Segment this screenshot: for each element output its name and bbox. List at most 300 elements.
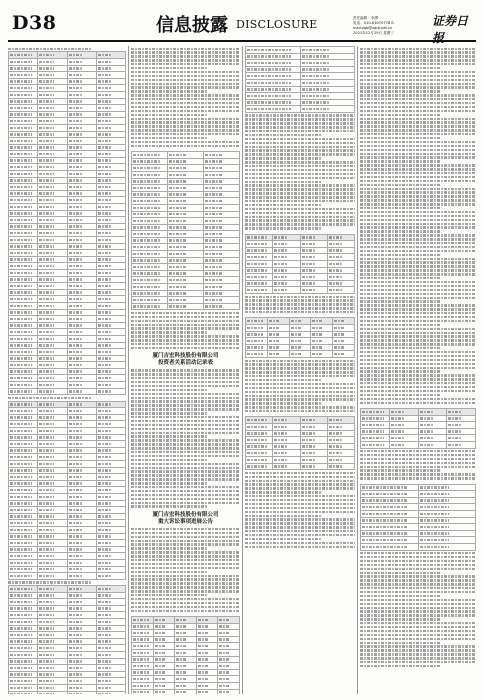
cell-text — [10, 278, 32, 280]
table-cell — [389, 422, 418, 429]
table-row — [246, 254, 355, 261]
cell-text — [10, 133, 32, 135]
table-cell — [67, 421, 96, 428]
cell-text — [274, 452, 287, 454]
cell-text — [39, 575, 53, 577]
text-line — [245, 153, 355, 155]
table-cell — [67, 329, 96, 336]
table-cell — [96, 65, 125, 72]
table-cell — [246, 254, 273, 261]
cell-text — [10, 258, 32, 260]
cell-text — [329, 243, 342, 245]
cell-text — [39, 463, 53, 465]
cell-text — [39, 667, 53, 669]
table-cell — [9, 276, 38, 283]
cell-text — [39, 390, 53, 392]
table-cell — [153, 623, 175, 630]
cell-text — [247, 95, 291, 97]
table-cell — [311, 351, 333, 358]
cell-text — [98, 575, 112, 577]
cell-text — [39, 529, 53, 531]
cell-text — [98, 660, 112, 662]
cell-text — [133, 174, 161, 176]
cell-text — [133, 625, 149, 627]
cell-text — [98, 542, 112, 544]
cell-text — [69, 640, 83, 642]
cell-text — [39, 291, 53, 293]
cell-text — [39, 687, 53, 689]
table-cell — [96, 454, 125, 461]
table-cell — [175, 656, 197, 663]
table-cell — [38, 164, 67, 171]
cell-text — [39, 206, 53, 208]
cell-text — [133, 652, 149, 654]
text-line — [360, 645, 476, 647]
notice-heading — [131, 512, 240, 526]
table-row — [361, 491, 476, 498]
text-line — [245, 391, 355, 393]
table-cell — [38, 204, 67, 211]
text-line — [360, 273, 476, 275]
cell-text — [10, 357, 32, 359]
cell-text — [155, 619, 165, 621]
table-row — [9, 184, 126, 191]
cell-text — [98, 153, 112, 155]
table-cell — [246, 280, 273, 287]
cell-text — [69, 146, 83, 148]
table-cell — [311, 318, 333, 325]
table-cell — [132, 623, 154, 630]
cell-text — [39, 562, 53, 564]
table-cell — [246, 73, 301, 80]
cell-text — [98, 285, 112, 287]
table-cell — [246, 437, 273, 444]
cell-text — [39, 693, 53, 694]
table-cell — [168, 303, 204, 310]
table-cell — [327, 417, 354, 424]
cell-text — [169, 187, 187, 189]
cell-text — [302, 82, 330, 84]
text-line — [360, 402, 476, 404]
cell-text — [98, 54, 112, 56]
text-line — [131, 602, 240, 604]
column-2 — [131, 46, 240, 694]
text-line — [360, 121, 476, 123]
cell-text — [10, 548, 32, 550]
cell-text — [69, 153, 83, 155]
text-line — [131, 586, 240, 588]
cell-text — [98, 621, 112, 623]
text-line — [245, 223, 355, 225]
text-line — [360, 90, 441, 92]
table-cell — [38, 461, 67, 468]
table-cell — [38, 684, 67, 691]
table-cell — [361, 408, 390, 415]
table-cell — [96, 566, 125, 573]
cell-text — [362, 430, 384, 432]
cell-text — [176, 685, 186, 687]
financial-table — [245, 317, 355, 358]
table-cell — [96, 684, 125, 691]
table-cell — [153, 636, 175, 643]
table-cell — [9, 599, 38, 606]
table-row — [9, 296, 126, 303]
table-cell — [246, 247, 273, 254]
table-cell — [96, 467, 125, 474]
table-cell — [9, 289, 38, 296]
cell-text — [10, 542, 32, 544]
table-cell — [67, 493, 96, 500]
text-line — [245, 495, 355, 497]
table-cell — [67, 190, 96, 197]
table-row — [9, 691, 126, 694]
cell-text — [329, 282, 342, 284]
table-row — [132, 284, 240, 291]
text-line — [131, 435, 207, 437]
cell-text — [10, 693, 32, 694]
table-row — [132, 290, 240, 297]
cell-text — [10, 489, 32, 491]
cell-text — [247, 439, 268, 441]
table-cell — [273, 254, 300, 261]
table-row — [246, 267, 355, 274]
table-cell — [67, 619, 96, 626]
cell-text — [219, 638, 229, 640]
cell-text — [39, 272, 53, 274]
text-line — [360, 649, 476, 651]
text-line — [360, 199, 476, 201]
table-cell — [175, 676, 197, 683]
cell-text — [98, 377, 112, 379]
cell-text — [155, 665, 165, 667]
cell-text — [219, 671, 229, 673]
cell-text — [39, 482, 53, 484]
text-line — [131, 606, 240, 608]
date-line: 2021年12月29日 星期三 — [353, 31, 394, 35]
cell-text — [39, 87, 53, 89]
text-line — [245, 371, 355, 373]
cell-text — [39, 258, 53, 260]
table-cell — [9, 526, 38, 533]
table-row — [132, 171, 240, 178]
financial-table — [8, 51, 126, 395]
column-divider — [128, 46, 129, 694]
cell-text — [10, 54, 32, 56]
cell-text — [133, 154, 161, 156]
text-line — [131, 75, 240, 77]
table-row — [246, 73, 355, 80]
table-row — [9, 474, 126, 481]
table-cell — [9, 302, 38, 309]
cell-text — [10, 364, 32, 366]
column-1 — [8, 46, 126, 694]
cell-text — [69, 502, 83, 504]
text-line — [131, 98, 240, 100]
table-cell — [273, 241, 300, 248]
cell-text — [39, 588, 53, 590]
text-line — [360, 665, 441, 667]
text-line — [245, 173, 355, 175]
text-line — [245, 219, 355, 221]
cell-text — [69, 351, 83, 353]
table-cell — [9, 507, 38, 514]
table-cell — [273, 261, 300, 268]
cell-text — [10, 687, 32, 689]
table-row — [9, 105, 126, 112]
text-line — [360, 575, 476, 577]
cell-text — [39, 305, 53, 307]
cell-text — [362, 526, 408, 528]
table-row — [9, 434, 126, 441]
table-cell — [246, 331, 268, 338]
cell-text — [133, 253, 161, 255]
table-cell — [300, 280, 327, 287]
table-row — [132, 152, 240, 159]
table-cell — [204, 204, 240, 211]
table-cell — [38, 157, 67, 164]
cell-text — [10, 94, 32, 96]
text-line — [131, 470, 240, 472]
cell-text — [39, 74, 53, 76]
table-cell — [273, 247, 300, 254]
table-cell — [9, 553, 38, 560]
cell-text — [205, 266, 223, 268]
cell-text — [247, 236, 268, 238]
table-row — [9, 375, 126, 382]
cell-text — [98, 403, 112, 405]
table-cell — [327, 261, 354, 268]
text-line — [360, 316, 476, 318]
table-row — [9, 586, 126, 593]
text-line — [360, 98, 476, 100]
text-line — [245, 165, 355, 167]
text-line — [131, 339, 240, 341]
cell-text — [98, 416, 112, 418]
table-cell — [168, 171, 204, 178]
table-cell — [67, 461, 96, 468]
text-line — [360, 129, 476, 131]
text-line — [131, 114, 207, 116]
table-cell — [67, 164, 96, 171]
cell-text — [39, 61, 53, 63]
cell-text — [39, 166, 53, 168]
cell-text — [155, 652, 165, 654]
table-cell — [153, 656, 175, 663]
cell-text — [133, 619, 149, 621]
cell-text — [98, 80, 112, 82]
table-row — [361, 530, 476, 537]
cell-text — [98, 159, 112, 161]
cell-text — [98, 225, 112, 227]
table-row — [132, 682, 240, 689]
cell-text — [169, 174, 187, 176]
cell-text — [69, 338, 83, 340]
table-cell — [9, 513, 38, 520]
table-cell — [96, 118, 125, 125]
cell-text — [10, 607, 32, 609]
table-cell — [96, 500, 125, 507]
cell-text — [98, 410, 112, 412]
table-cell — [67, 612, 96, 619]
cell-text — [205, 286, 223, 288]
text-line — [131, 51, 240, 53]
cell-text — [69, 298, 83, 300]
text-line — [360, 382, 476, 384]
cell-text — [39, 548, 53, 550]
table-cell — [289, 331, 311, 338]
cell-text — [329, 249, 342, 251]
table-cell — [132, 643, 154, 650]
text-line — [245, 138, 355, 140]
table-cell — [67, 355, 96, 362]
table-cell — [327, 274, 354, 281]
cell-text — [155, 625, 165, 627]
cell-text — [98, 298, 112, 300]
table-cell — [38, 592, 67, 599]
cell-text — [98, 338, 112, 340]
table-cell — [67, 566, 96, 573]
text-line — [245, 522, 355, 524]
cell-text — [39, 654, 53, 656]
cell-text — [391, 417, 405, 419]
cell-text — [39, 192, 53, 194]
table-cell — [267, 338, 289, 345]
table-cell — [418, 524, 476, 531]
cell-text — [98, 179, 112, 181]
table-cell — [67, 375, 96, 382]
cell-text — [247, 269, 268, 271]
newspaper-logo: 证券日报 — [432, 14, 469, 45]
text-line — [360, 86, 476, 88]
cell-text — [98, 219, 112, 221]
cell-text — [205, 200, 223, 202]
table-cell — [153, 676, 175, 683]
table-cell — [9, 78, 38, 85]
table-cell — [333, 331, 355, 338]
table-cell — [9, 441, 38, 448]
cell-text — [247, 256, 268, 258]
table-cell — [38, 58, 67, 65]
cell-text — [391, 430, 405, 432]
cell-text — [219, 652, 229, 654]
table-cell — [246, 47, 301, 54]
table-cell — [9, 157, 38, 164]
cell-text — [329, 269, 342, 271]
cell-text — [176, 619, 186, 621]
cell-text — [39, 601, 53, 603]
text-line — [131, 389, 207, 391]
text-line — [360, 579, 476, 581]
table-cell — [327, 254, 354, 261]
cell-text — [39, 94, 53, 96]
cell-text — [98, 667, 112, 669]
cell-text — [98, 107, 112, 109]
text-line — [360, 176, 476, 178]
table-cell — [9, 388, 38, 395]
cell-text — [10, 186, 32, 188]
table-cell — [9, 533, 38, 540]
cell-text — [10, 291, 32, 293]
table-row — [9, 401, 126, 408]
table-row — [9, 309, 126, 316]
table-cell — [96, 111, 125, 118]
cell-text — [10, 621, 32, 623]
text-line — [131, 575, 240, 577]
table-cell — [38, 487, 67, 494]
cell-text — [169, 213, 187, 215]
cell-text — [329, 289, 342, 291]
cell-text — [69, 94, 83, 96]
cell-text — [155, 632, 165, 634]
cell-text — [69, 476, 83, 478]
table-cell — [38, 454, 67, 461]
cell-text — [133, 213, 161, 215]
table-cell — [67, 658, 96, 665]
text-line — [360, 114, 441, 116]
table-cell — [9, 520, 38, 527]
cell-text — [302, 465, 315, 467]
cell-text — [10, 667, 32, 669]
table-row — [246, 457, 355, 464]
table-cell — [67, 322, 96, 329]
text-line — [131, 347, 240, 349]
table-cell — [67, 546, 96, 553]
cell-text — [39, 199, 53, 201]
table-row — [9, 223, 126, 230]
table-cell — [67, 177, 96, 184]
table-cell — [168, 158, 204, 165]
text-line — [360, 133, 476, 135]
cell-text — [98, 370, 112, 372]
table-cell — [246, 450, 273, 457]
text-line — [8, 48, 91, 50]
cell-text — [133, 671, 149, 673]
table-cell — [327, 267, 354, 274]
table-cell — [96, 204, 125, 211]
cell-text — [302, 452, 315, 454]
text-line — [360, 250, 476, 252]
text-line — [131, 551, 240, 553]
table-cell — [361, 504, 419, 511]
table-cell — [175, 616, 197, 623]
cell-text — [69, 390, 83, 392]
cell-text — [169, 220, 187, 222]
table-row — [246, 417, 355, 424]
table-cell — [204, 244, 240, 251]
cell-text — [69, 133, 83, 135]
cell-text — [39, 568, 53, 570]
text-line — [131, 106, 240, 108]
cell-text — [420, 424, 434, 426]
cell-text — [69, 140, 83, 142]
table-cell — [327, 437, 354, 444]
cell-text — [334, 346, 344, 348]
cell-text — [205, 279, 223, 281]
cell-text — [205, 207, 223, 209]
cell-text — [10, 647, 32, 649]
table-cell — [246, 457, 273, 464]
table-cell — [168, 178, 204, 185]
table-row — [132, 303, 240, 310]
table-cell — [132, 251, 168, 258]
text-block — [245, 360, 355, 413]
text-line — [360, 308, 476, 310]
cell-text — [69, 232, 83, 234]
table-cell — [196, 682, 218, 689]
text-line — [245, 146, 355, 148]
cell-text — [98, 291, 112, 293]
table-cell — [132, 191, 168, 198]
